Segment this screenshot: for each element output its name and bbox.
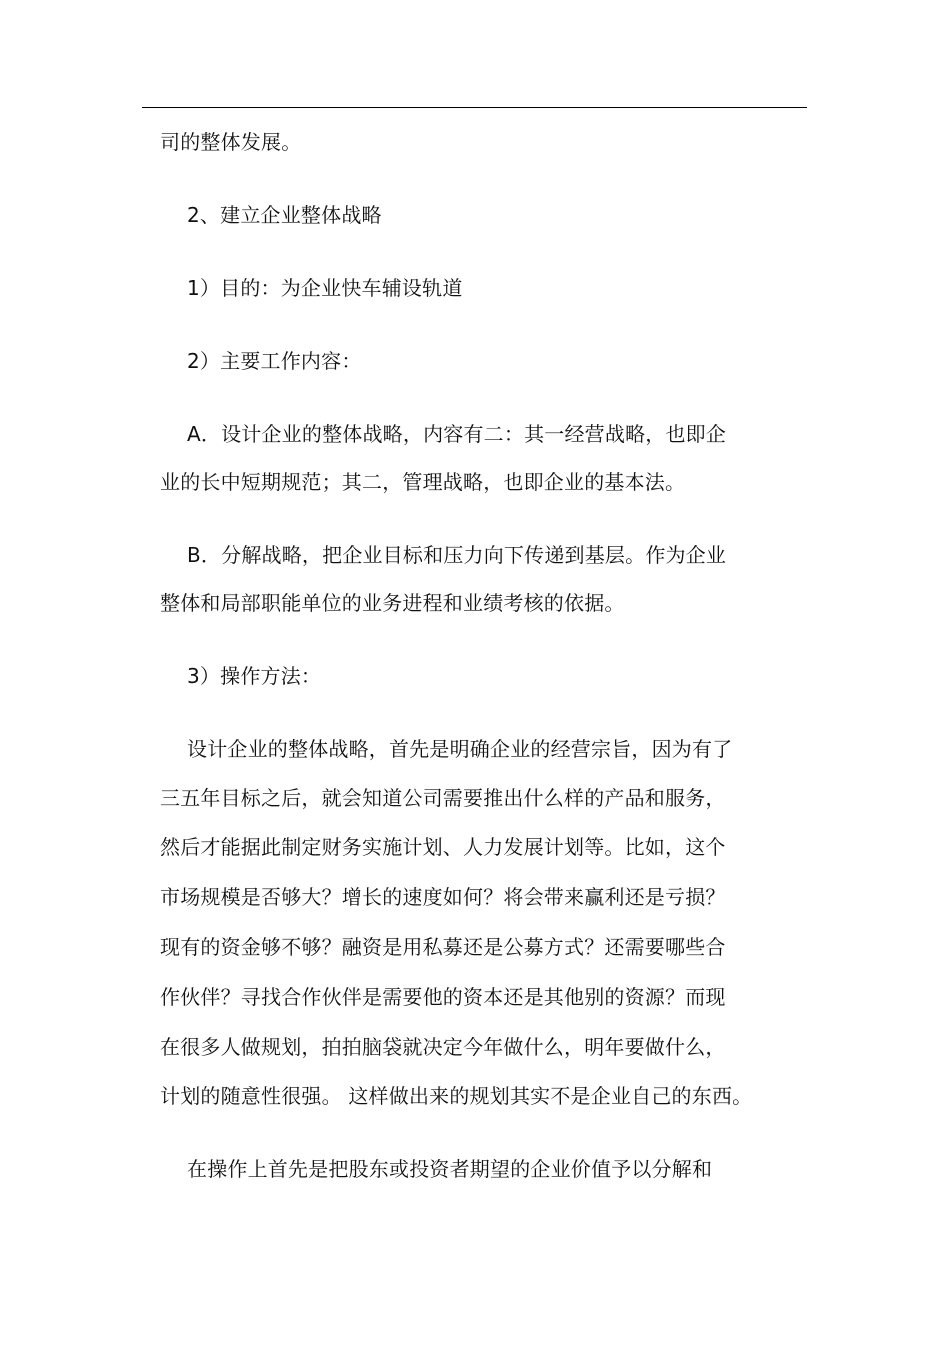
subsection-heading: 2）主要工作内容： xyxy=(187,349,362,373)
paragraph-line: 设计企业的整体战略，首先是明确企业的经营宗旨，因为有了 xyxy=(187,737,733,761)
paragraph-line: 现有的资金够不够？融资是用私募还是公募方式？还需要哪些合 xyxy=(160,935,726,959)
paragraph-line: 在操作上首先是把股东或投资者期望的企业价值予以分解和 xyxy=(187,1157,713,1181)
paragraph-line: 整体和局部职能单位的业务进程和业绩考核的依据。 xyxy=(160,591,625,615)
paragraph-line: 计划的随意性很强。 这样做出来的规划其实不是企业自己的东西。 xyxy=(160,1084,753,1108)
paragraph-line: 然后才能据此制定财务实施计划、人力发展计划等。比如，这个 xyxy=(160,835,726,859)
paragraph-line: 业的长中短期规范；其二，管理战略，也即企业的基本法。 xyxy=(160,470,686,494)
paragraph-line: 司的整体发展。 xyxy=(160,130,302,154)
paragraph-line: B．分解战略，把企业目标和压力向下传递到基层。作为企业 xyxy=(187,543,727,567)
paragraph-line: 市场规模是否够大？增长的速度如何？将会带来赢利还是亏损？ xyxy=(160,885,726,909)
subsection-heading: 3）操作方法： xyxy=(187,664,322,688)
subsection-heading: 1）目的：为企业快车辅设轨道 xyxy=(187,276,463,300)
header-rule xyxy=(142,107,807,108)
paragraph-line: A．设计企业的整体战略，内容有二：其一经营战略，也即企 xyxy=(187,422,727,446)
paragraph-line: 三五年目标之后，就会知道公司需要推出什么样的产品和服务， xyxy=(160,786,726,810)
paragraph-line: 在很多人做规划，拍拍脑袋就决定今年做什么，明年要做什么， xyxy=(160,1035,726,1059)
paragraph-line: 作伙伴？寻找合作伙伴是需要他的资本还是其他别的资源？而现 xyxy=(160,985,726,1009)
section-heading: 2、建立企业整体战略 xyxy=(187,203,382,227)
